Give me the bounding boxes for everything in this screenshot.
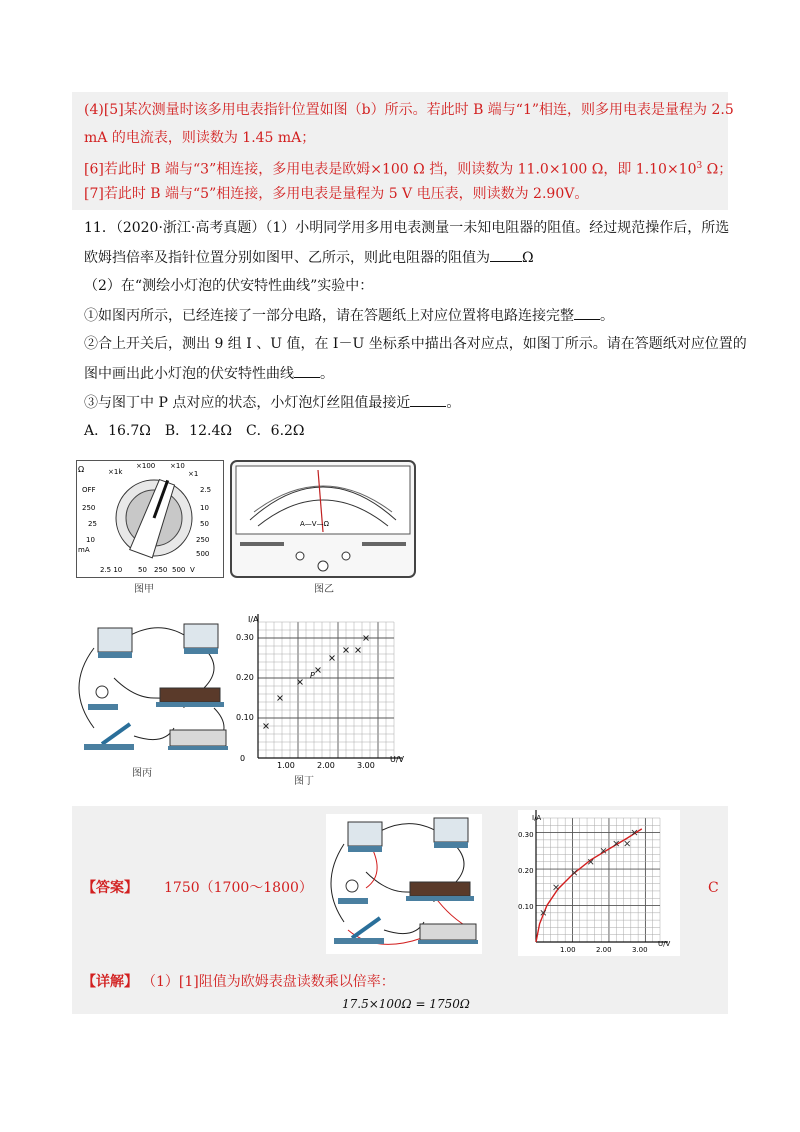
circuit-illustration xyxy=(74,618,234,763)
dial-x1k-label: ×1k xyxy=(108,468,123,476)
answer-iu-chart xyxy=(518,810,680,956)
figure-yi-caption: 图乙 xyxy=(314,584,334,595)
dial-off-label: OFF xyxy=(82,486,96,494)
ding-ytick-2: 0.20 xyxy=(236,673,254,682)
dial-r2-5-label: 2.5 xyxy=(200,486,212,494)
prev-answer-block xyxy=(72,92,734,210)
question-line-1: 11．（2020·浙江·高考真题）（1）小明同学用多用电表测量一未知电阻器的阻值。经过规范操作后，所选 xyxy=(84,220,730,236)
answer-y-axis-label: I/A xyxy=(532,814,542,822)
figure-yi xyxy=(230,460,416,595)
dial-l25-label: 25 xyxy=(88,520,97,528)
detail-label: 【详解】 xyxy=(82,974,138,990)
dial-ma-label: mA xyxy=(78,546,90,554)
question-line-5: ②合上开关后，测出 9 组 I 、U 值，在 I－U 坐标系中描出各对应点，如图丁所示。请在答题纸对应位置的 xyxy=(84,336,747,352)
dial-b1-label: 2.5 10 xyxy=(100,566,123,574)
figure-jia-caption: 图甲 xyxy=(134,584,154,595)
dial-l250-label: 250 xyxy=(82,504,96,512)
dial-ohm-label: Ω xyxy=(78,465,85,474)
figure-ding xyxy=(236,612,416,788)
question-line-4: ①如图丙所示，已经连接了一部分电路，请在答题纸上对应位置将电路连接完整 。 xyxy=(84,305,614,326)
dial-x100-label: ×100 xyxy=(136,462,156,470)
figure-bing xyxy=(74,618,234,778)
ding-p-label: P xyxy=(310,671,315,680)
answer-block xyxy=(72,806,728,1014)
figure-bing-caption: 图丙 xyxy=(132,768,152,779)
answer-value: 1750（1700～1800） xyxy=(164,880,313,896)
answer-label: 【答案】 xyxy=(82,880,138,896)
detail-text: （1）[1]阻值为欧姆表盘读数乘以倍率： xyxy=(142,974,395,990)
question-line-7: ③与图丁中 P 点对应的状态，小灯泡灯丝阻值最接近 。 xyxy=(84,392,460,413)
dial-l10-label: 10 xyxy=(86,536,95,544)
ding-origin-label: 0 xyxy=(240,754,246,763)
ding-xtick-3: 3.00 xyxy=(357,761,375,770)
dial-r10-label: 10 xyxy=(200,504,209,512)
figure-ding-caption: 图丁 xyxy=(294,776,314,787)
dial-b3-label: 250 xyxy=(154,566,168,574)
detail-formula: 17.5×100Ω = 1750Ω xyxy=(342,997,470,1011)
dial-b4-label: 500 xyxy=(172,566,186,574)
answer-ytick-1: 0.10 xyxy=(518,903,534,911)
prev-answer-line-2: mA 的电流表，则读数为 1.45 mA； xyxy=(84,130,316,146)
chart-grid xyxy=(258,622,394,758)
dial-b2-label: 50 xyxy=(138,566,147,574)
iu-scatter-chart xyxy=(236,612,416,776)
meter-scale-label: A—V—Ω xyxy=(300,520,329,528)
multimeter-dial-illustration xyxy=(76,460,224,578)
answer-xtick-3: 3.00 xyxy=(632,946,648,954)
answer-xtick-1: 1.00 xyxy=(560,946,576,954)
chart-points xyxy=(264,636,369,729)
dial-x1-label: ×1 xyxy=(188,470,199,478)
ding-xtick-2: 2.00 xyxy=(317,761,335,770)
ding-ytick-1: 0.10 xyxy=(236,713,254,722)
answer-x-axis-label: U/V xyxy=(658,940,671,948)
question-options: A．16.7Ω B．12.4Ω C．6.2Ω xyxy=(84,423,305,439)
dial-v-label: V xyxy=(190,566,195,574)
question-line-3: （2）在“测绘小灯泡的伏安特性曲线”实验中： xyxy=(84,278,374,294)
ding-xtick-1: 1.00 xyxy=(277,761,295,770)
answer-ytick-2: 0.20 xyxy=(518,867,534,875)
dial-x10-label: ×10 xyxy=(170,462,185,470)
answer-xtick-2: 2.00 xyxy=(596,946,612,954)
meter-face-illustration xyxy=(230,460,416,578)
figure-jia xyxy=(76,460,224,595)
dial-r500-label: 500 xyxy=(196,550,210,558)
ding-y-axis-label: I/A xyxy=(248,615,259,624)
dial-r250-label: 250 xyxy=(196,536,210,544)
prev-answer-line-4: [7]若此时 B 端与“5”相连接，多用电表是量程为 5 V 电压表，则读数为 2.90V。 xyxy=(84,186,589,202)
prev-answer-line-1: (4)[5]某次测量时该多用电表指针位置如图（b）所示。若此时 B 端与“1”相连，则多用电表是量程为 2.5 xyxy=(84,102,734,118)
data-point xyxy=(356,648,361,653)
question-line-6: 图中画出此小灯泡的伏安特性曲线 。 xyxy=(84,363,334,384)
answer-circuit-illustration xyxy=(326,814,482,954)
prev-answer-line-3: [6]若此时 B 端与“3”相连接，多用电表是欧姆×100 Ω 挡，则读数为 11.0×100 Ω，即 $1.10\times 10^3$ Ω； xyxy=(84,161,733,178)
answer-choice: C xyxy=(708,880,719,896)
answer-ytick-3: 0.30 xyxy=(518,831,534,839)
question-line-2: 欧姆挡倍率及指针位置分别如图甲、乙所示，则此电阻器的阻值为 Ω xyxy=(84,247,534,268)
ding-x-axis-label: U/V xyxy=(390,755,405,764)
dial-r50-label: 50 xyxy=(200,520,209,528)
ding-ytick-3: 0.30 xyxy=(236,633,254,642)
